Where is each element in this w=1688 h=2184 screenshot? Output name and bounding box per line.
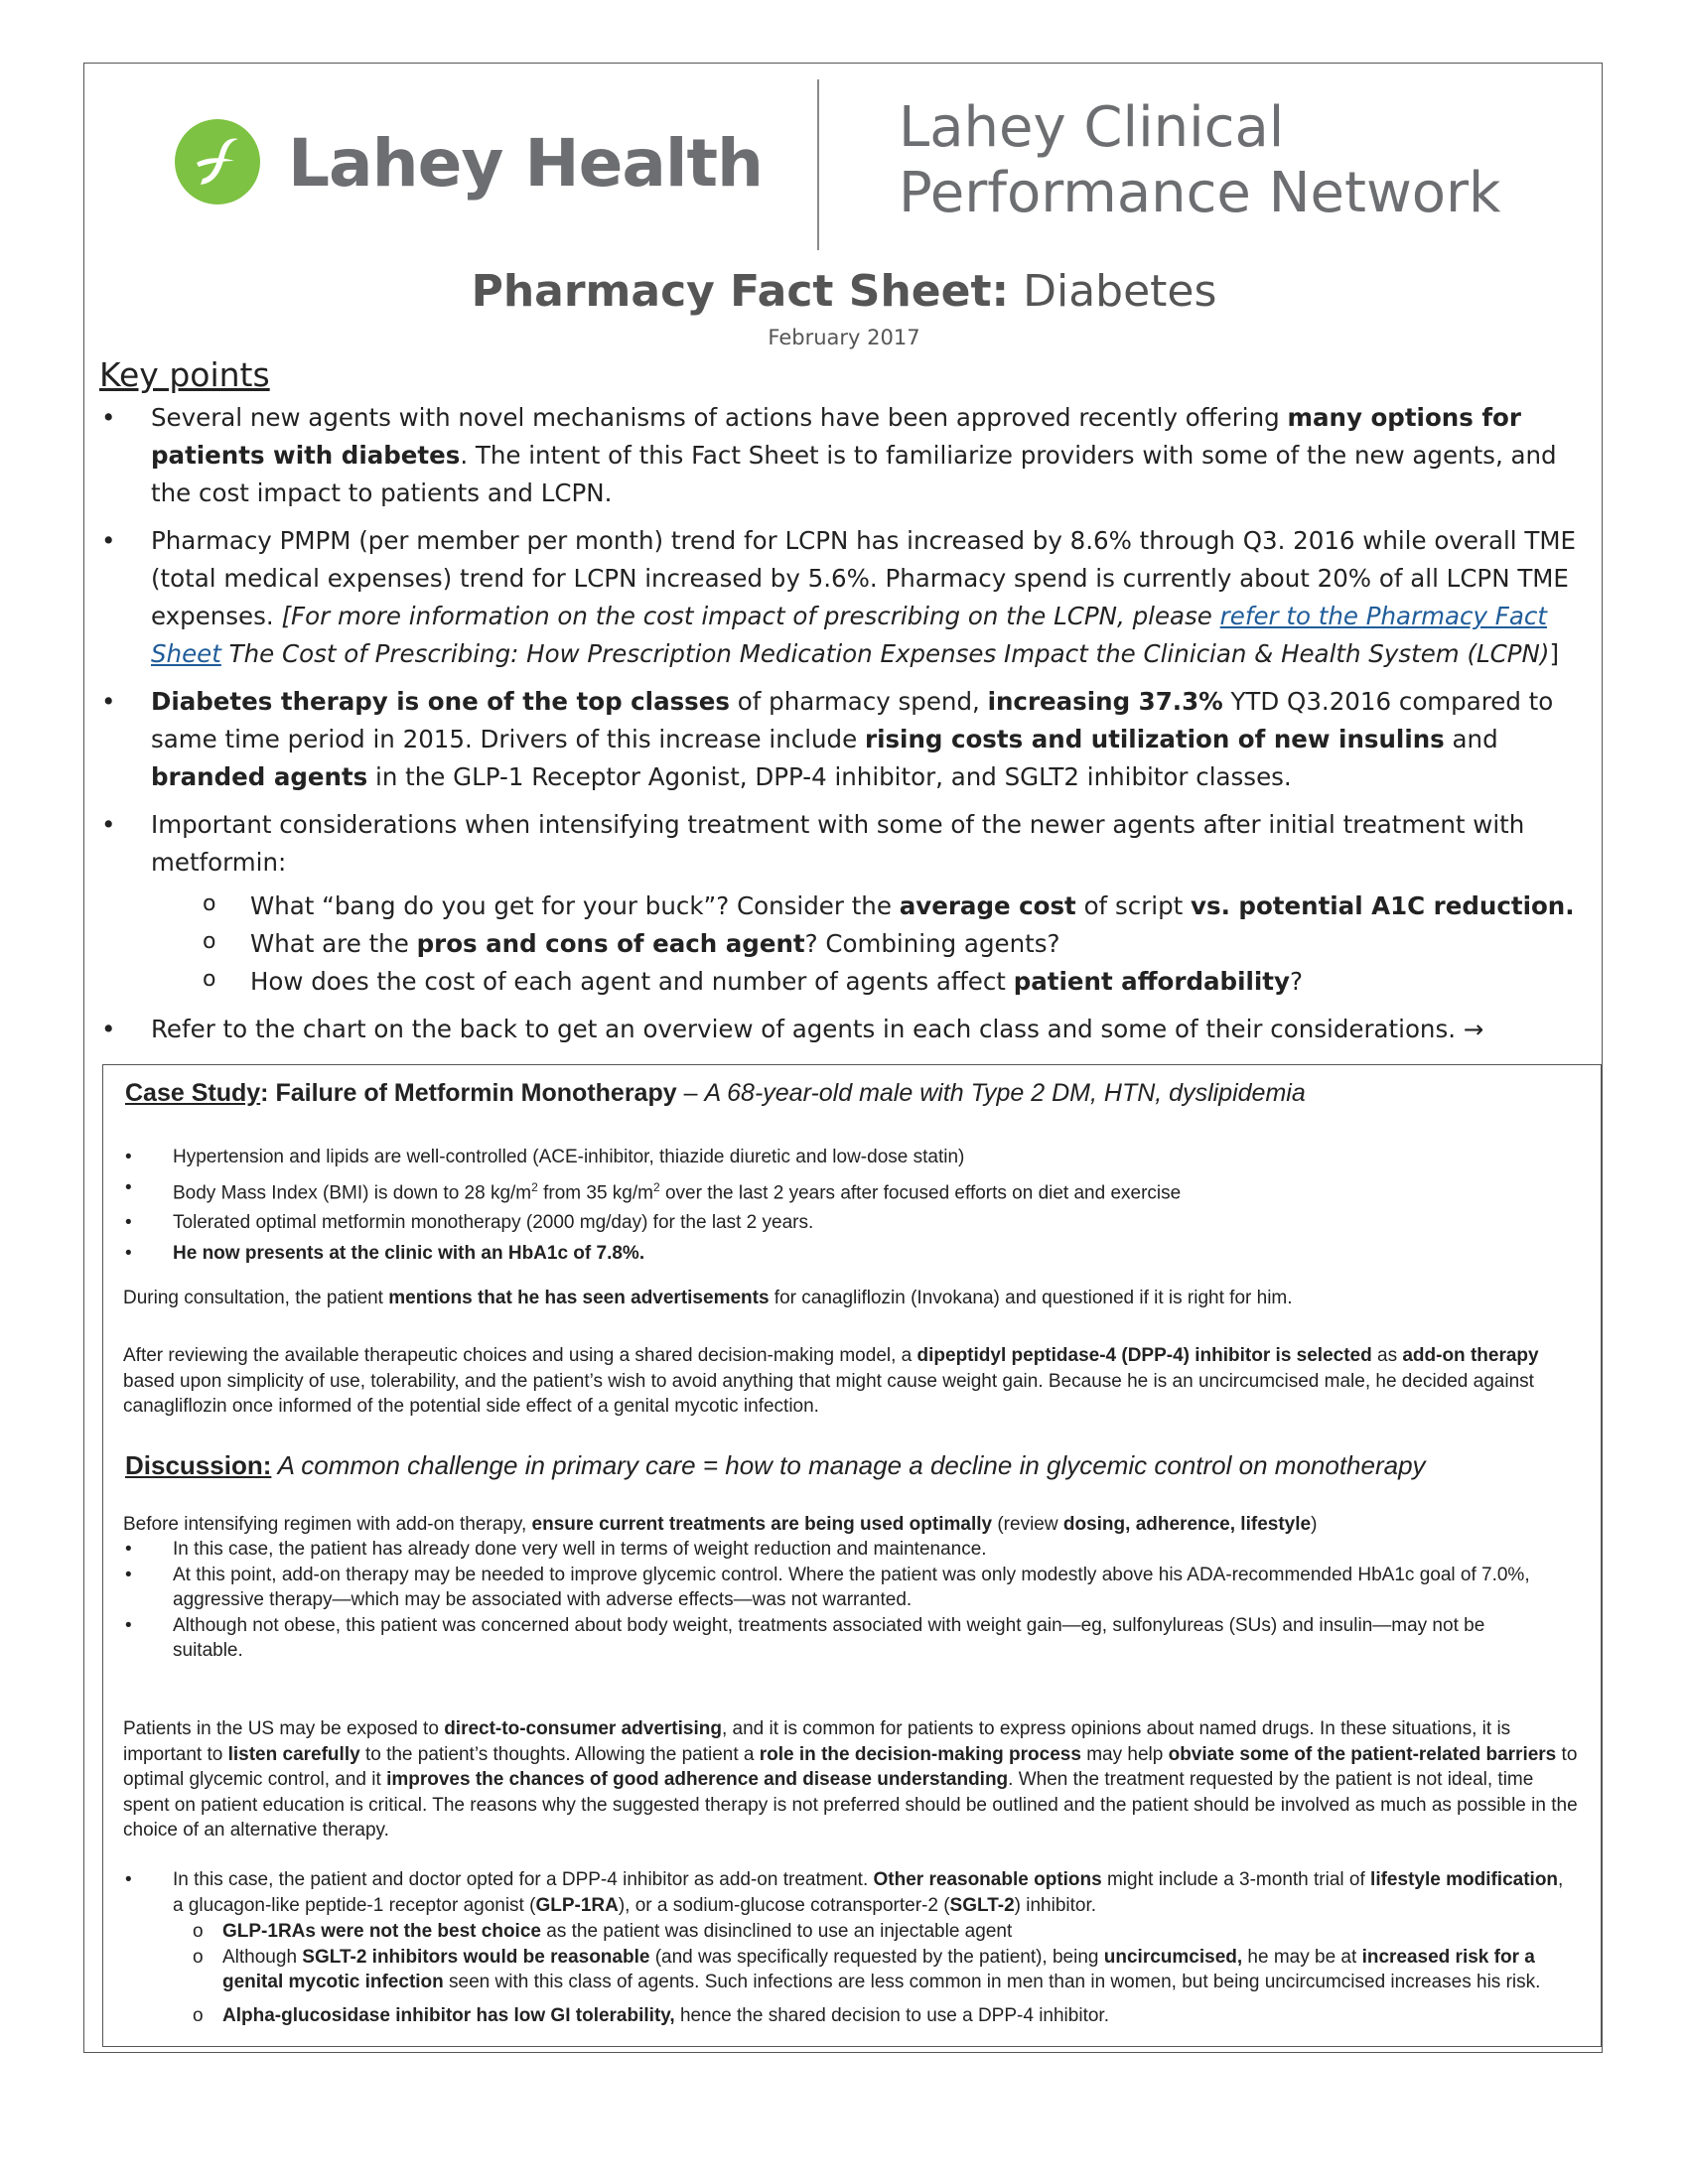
decision-paragraph: After reviewing the available therapeutic choices and using a shared decision-making model, a dipeptidyl peptidase-4 (DPP-4) inhibitor is selected as add-on therapy based upon simplicity of use, tolerability, and the patient’s wish to avoid anything that might cause weight gain. Because he is an uncircumcised male, he decided against canagliflozin once informed of the potential side effect of a genital mycotic infection. [123,1345,1539,1417]
case-fact: • He now presents at the clinic with an HbA1c of 7.8%. [123,1241,1583,1267]
key-point: • Several new agents with novel mechanisms of actions have been approved recently offering many options for patients with diabetes. The intent of this Fact Sheet is to familiarize providers with some of the new agents, and the cost impact to patients and LCPN. [99,399,1589,512]
key-points-list [99,399,1589,1058]
discussion-item: • Although not obese, this patient was concerned about body weight, treatments associated with weight gain—eg, sulfonylureas (SUs) and insulin—may not be suitable. [123,1613,1553,1664]
page-title [0,266,1688,317]
header-divider [817,79,819,250]
options-list [123,1867,1568,1918]
title-main: Pharmacy Fact Sheet: [471,266,1010,317]
network-name: Lahey Clinical Performance Network [899,95,1501,225]
consultation-paragraph: During consultation, the patient mentions that he has seen advertisements for canagliflozin (Invokana) and questioned if it is right for him. [123,1288,1293,1308]
consideration-item: o What “bang do you get for your buck”? Consider the average cost of script vs. potential A1C reduction. [151,887,1589,925]
logo-text: Lahey Health [288,125,764,202]
dtc-advertising-paragraph: Patients in the US may be exposed to direct-to-consumer advertising, and it is common for patients to express opinions about named drugs. In these situations, it is important to listen carefully to the patient’s thoughts. Allowing the patient a role in the decision-making process may help obviate some of the patient-related barriers to optimal glycemic control, and it improves the chances of good adherence and disease understanding. When the treatment requested by the patient is not ideal, time spent on patient education is critical. The reasons why the suggested therapy is not preferred should be outlined and the patient should be involved as much as possible in the choice of an alternative therapy. [123,1718,1578,1841]
key-point: • Diabetes therapy is one of the top classes of pharmacy spend, increasing 37.3% YTD Q3.2016 compared to same time period in 2015. Drivers of this increase include rising costs and utilization of new insulins and branded agents in the GLP-1 Receptor Agonist, DPP-4 inhibitor, and SGLT2 inhibitor classes. [99,683,1589,796]
case-fact: • Hypertension and lipids are well-controlled (ACE-inhibitor, thiazide diuretic and low-dose statin) [123,1145,1583,1170]
case-fact: • Body Mass Index (BMI) is down to 28 $kg/m^2$ from 35 $kg/m^2$ over the last 2 years after focused efforts on diet and exercise [123,1175,1583,1206]
consideration-item: o How does the cost of each agent and number of agents affect patient affordability? [151,963,1589,1001]
consideration-item: o What are the pros and cons of each agent? Combining agents? [151,925,1589,963]
case-study-heading: Case Study: Failure of Metformin Monotherapy – A 68-year-old male with Type 2 DM, HTN, dyslipidemia [125,1079,1306,1107]
title-topic: Diabetes [1023,266,1217,317]
options-sub-list [123,1919,1583,2028]
discussion-intro: Before intensifying regimen with add-on therapy, ensure current treatments are being used optimally (review dosing, adherence, lifestyle) [123,1514,1318,1535]
key-point: • Pharmacy PMPM (per member per month) trend for LCPN has increased by 8.6% through Q3. 2016 while overall TME (total medical expenses) trend for LCPN increased by 5.6%. Pharmacy spend is currently about 20% of all LCPN TME expenses. [For more information on the cost impact of prescribing on the LCPN, please refer to the Pharmacy Fact Sheet The Cost of Prescribing: How Prescription Medication Expenses Impact the Clinician & Health System (LCPN)] [99,522,1589,673]
options-item: • In this case, the patient and doctor opted for a DPP-4 inhibitor as add-on treatment. Other reasonable options might include a 3-month trial of lifestyle modification, a glucagon-like peptide-1 receptor agonist (GLP-1RA), or a sodium-glucose cotransporter-2 (SGLT-2) inhibitor. [123,1867,1568,1918]
option-note: o Alpha-glucosidase inhibitor has low GI tolerability, hence the shared decision to use a DPP-4 inhibitor. [123,2003,1583,2029]
discussion-item: • At this point, add-on therapy may be needed to improve glycemic control. Where the patient was only modestly above his ADA-recommended HbA1c goal of 7.0%, aggressive therapy—which may be associated with adverse effects—was not warranted. [123,1563,1553,1613]
discussion-list [123,1537,1553,1664]
case-fact: • Tolerated optimal metformin monotherapy (2000 mg/day) for the last 2 years. [123,1210,1583,1236]
discussion-item: • In this case, the patient has already done very well in terms of weight reduction and maintenance. [123,1537,1553,1563]
discussion-heading: Discussion: A common challenge in primary care = how to manage a decline in glycemic control on monotherapy [125,1450,1426,1480]
option-note: o GLP-1RAs were not the best choice as the patient was disinclined to use an injectable agent [123,1919,1583,1945]
key-point: • Important considerations when intensifying treatment with some of the newer agents after initial treatment with metformin: o What “bang do you get for your buck”? Consider the average cost of script vs. potential A1C reduction. o What are the pros and cons of each agent? Combining agents? o How does the cost of each agent and number of agents affect patient affordability? [99,806,1589,1001]
lahey-logo-icon [173,117,262,206]
pharmacy-fact-sheet-link[interactable]: refer to the Pharmacy Fact Sheet [151,602,1547,668]
key-point: • Refer to the chart on the back to get an overview of agents in each class and some of their considerations. → [99,1011,1589,1048]
header [159,77,1549,256]
key-points-heading: Key points [99,355,270,394]
considerations-list [151,887,1589,1001]
publish-date: February 2017 [768,326,920,349]
case-facts-list [123,1145,1583,1271]
case-study-box [102,1064,1602,2047]
option-note: o Although SGLT-2 inhibitors would be reasonable (and was specifically requested by the patient), being uncircumcised, he may be at increased risk for a genital mycotic infection seen with this class of agents. Such infections are less common in men than in women, but being uncircumcised increases his risk. [123,1945,1583,1995]
